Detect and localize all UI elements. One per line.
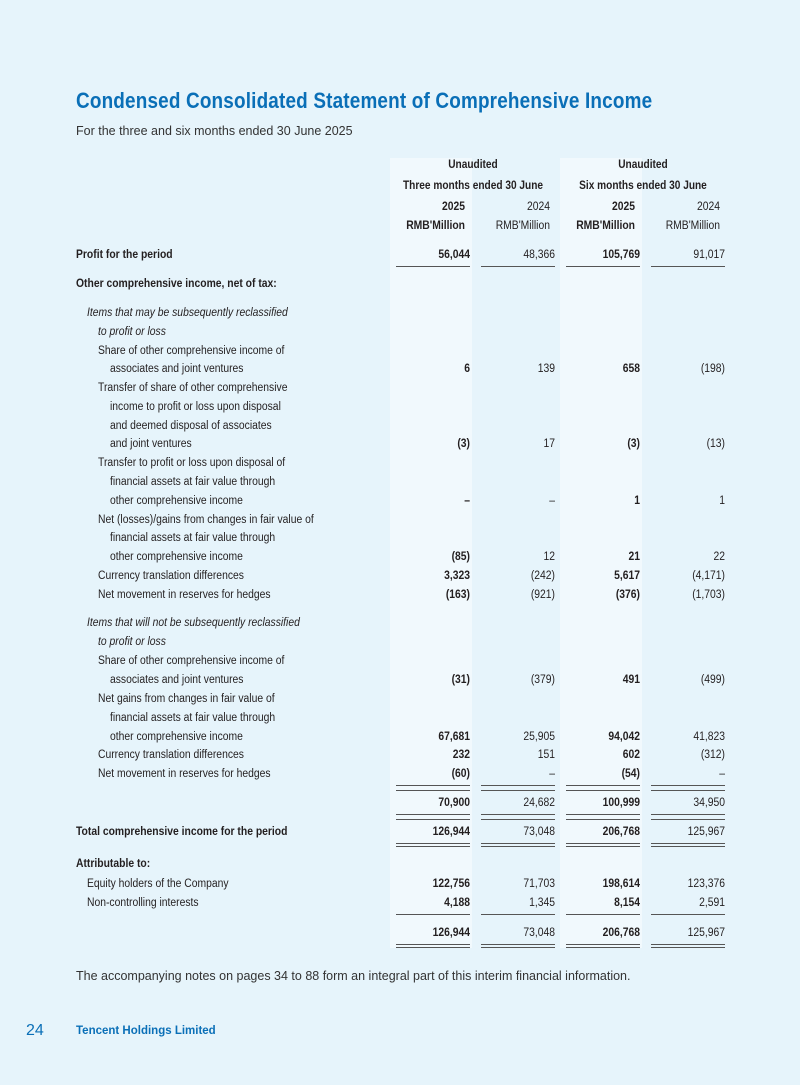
row-label: Net movement in reserves for hedges [98, 768, 271, 780]
rule-line [396, 843, 470, 844]
rule-line [396, 814, 470, 815]
row-value-col1: (60) [451, 768, 470, 780]
row-label: Share of other comprehensive income of [98, 345, 285, 357]
row-value-col2: 151 [537, 749, 555, 761]
row-label: Share of other comprehensive income of [98, 655, 285, 667]
rule-line [396, 819, 470, 820]
header-year-col4: 2024 [696, 201, 720, 213]
row-label: Transfer to profit or loss upon disposal of [98, 457, 286, 469]
row-value-col1: 126,944 [432, 826, 470, 838]
row-label: Items that will not be subsequently reclassified [87, 617, 300, 629]
row-value-col2: 139 [537, 363, 555, 375]
row-value-col4: 91,017 [693, 249, 725, 261]
row-label: associates and joint ventures [110, 674, 244, 686]
row-label: financial assets at fair value through [110, 532, 276, 544]
row-value-col1: 122,756 [432, 878, 470, 890]
row-value-col4: 34,950 [693, 797, 725, 809]
rule-line [566, 843, 640, 844]
row-label: Currency translation differences [98, 570, 244, 582]
row-label: Items that may be subsequently reclassified [87, 307, 288, 319]
rule-line [396, 266, 470, 267]
row-label: Equity holders of the Company [87, 878, 229, 890]
row-value-col1: 67,681 [438, 731, 470, 743]
rule-line [651, 846, 725, 847]
row-value-col3: 94,042 [608, 731, 640, 743]
rule-line [566, 790, 640, 791]
row-value-col3: 198,614 [602, 878, 640, 890]
row-value-col3: (376) [615, 589, 640, 601]
row-value-col3: 491 [622, 674, 640, 686]
row-value-col1: 6 [464, 363, 470, 375]
row-label: financial assets at fair value through [110, 712, 276, 724]
row-value-col4: (198) [700, 363, 725, 375]
row-label: Non-controlling interests [87, 897, 199, 909]
rule-line [481, 266, 555, 267]
row-label: associates and joint ventures [110, 363, 244, 375]
header-unaudited-six-months: Unaudited [618, 159, 668, 171]
rule-line [481, 846, 555, 847]
header-unit-col1: RMB'Million [406, 220, 465, 232]
row-value-col2: 25,905 [523, 731, 555, 743]
row-value-col4: (1,703) [692, 589, 725, 601]
row-value-col3: 206,768 [602, 927, 640, 939]
row-value-col4: (13) [706, 438, 725, 450]
rule-line [396, 944, 470, 945]
header-year-col1: 2025 [441, 201, 465, 213]
rule-line [481, 944, 555, 945]
row-value-col2: (379) [530, 674, 555, 686]
row-value-col4: 2,591 [699, 897, 725, 909]
page-number: 24 [26, 1022, 44, 1039]
row-label: other comprehensive income [110, 551, 243, 563]
row-label: Other comprehensive income, net of tax: [76, 278, 277, 290]
header-year-col3: 2025 [611, 201, 635, 213]
row-value-col1: (31) [451, 674, 470, 686]
rule-line [481, 843, 555, 844]
page-subtitle: For the three and six months ended 30 June 2025 [76, 124, 353, 138]
header-unit-col3: RMB'Million [576, 220, 635, 232]
row-value-col1: 126,944 [432, 927, 470, 939]
row-value-col3: 602 [622, 749, 640, 761]
rule-line [481, 814, 555, 815]
row-value-col4: (4,171) [692, 570, 725, 582]
rule-line [651, 914, 725, 915]
row-value-col2: 73,048 [523, 826, 555, 838]
row-value-col3: 658 [622, 363, 640, 375]
row-value-col1: (163) [445, 589, 470, 601]
row-value-col4: (312) [700, 749, 725, 761]
rule-line [566, 846, 640, 847]
rule-line [396, 947, 470, 948]
row-value-col4: (499) [700, 674, 725, 686]
row-label: financial assets at fair value through [110, 476, 276, 488]
rule-line [481, 914, 555, 915]
row-value-col2: 1,345 [529, 897, 555, 909]
row-value-col3: 8,154 [614, 897, 640, 909]
row-value-col3: 105,769 [602, 249, 640, 261]
row-value-col1: 232 [452, 749, 470, 761]
row-value-col3: 5,617 [614, 570, 640, 582]
row-label: Currency translation differences [98, 749, 244, 761]
rule-line [396, 790, 470, 791]
row-value-col2: 73,048 [523, 927, 555, 939]
header-six-months-period: Six months ended 30 June [579, 180, 707, 192]
row-value-col1: 70,900 [438, 797, 470, 809]
row-value-col2: 48,366 [523, 249, 555, 261]
row-label: to profit or loss [98, 326, 166, 338]
row-label: to profit or loss [98, 636, 166, 648]
row-value-col4: 41,823 [693, 731, 725, 743]
row-value-col2: 17 [543, 438, 555, 450]
rule-line [481, 785, 555, 786]
rule-line [481, 790, 555, 791]
row-label: other comprehensive income [110, 731, 243, 743]
row-value-col2: – [549, 495, 555, 507]
rule-line [396, 846, 470, 847]
rule-line [566, 814, 640, 815]
company-name: Tencent Holdings Limited [76, 1025, 216, 1037]
row-value-col2: 12 [543, 551, 555, 563]
rule-line [651, 843, 725, 844]
row-value-col2: 71,703 [523, 878, 555, 890]
rule-line [481, 947, 555, 948]
row-label: Attributable to: [76, 858, 151, 870]
rule-line [651, 790, 725, 791]
header-three-months-period: Three months ended 30 June [402, 180, 544, 192]
row-value-col3: (3) [627, 438, 640, 450]
row-value-col3: 1 [634, 495, 640, 507]
rule-line [566, 947, 640, 948]
rule-line [651, 814, 725, 815]
row-value-col1: – [464, 495, 470, 507]
row-value-col1: 3,323 [444, 570, 470, 582]
rule-line [566, 944, 640, 945]
row-value-col2: (242) [530, 570, 555, 582]
row-value-col4: 125,967 [687, 826, 725, 838]
rule-line [566, 266, 640, 267]
footer-note: The accompanying notes on pages 34 to 88 form an integral part of this interim financial information. [76, 969, 631, 983]
header-unit-col2: RMB'Million [495, 220, 550, 232]
rule-line [396, 785, 470, 786]
row-label: other comprehensive income [110, 495, 243, 507]
row-value-col4: 123,376 [687, 878, 725, 890]
rule-line [566, 914, 640, 915]
rule-line [481, 819, 555, 820]
rule-line [651, 819, 725, 820]
row-label: income to profit or loss upon disposal [110, 401, 281, 413]
header-unit-col4: RMB'Million [665, 220, 720, 232]
row-label: Transfer of share of other comprehensive [98, 382, 288, 394]
row-value-col2: – [549, 768, 555, 780]
row-value-col1: (85) [451, 551, 470, 563]
rule-line [566, 785, 640, 786]
row-label: Net gains from changes in fair value of [98, 693, 275, 705]
rule-line [651, 785, 725, 786]
row-value-col1: 56,044 [438, 249, 470, 261]
page-title: Condensed Consolidated Statement of Comprehensive Income [76, 88, 653, 113]
row-label: Net movement in reserves for hedges [98, 589, 271, 601]
rule-line [396, 914, 470, 915]
row-label: Total comprehensive income for the period [76, 826, 288, 838]
row-value-col2: 24,682 [523, 797, 555, 809]
row-label: and joint ventures [110, 438, 192, 450]
row-value-col4: 125,967 [687, 927, 725, 939]
rule-line [651, 947, 725, 948]
row-label: and deemed disposal of associates [110, 420, 272, 432]
header-year-col2: 2024 [526, 201, 550, 213]
row-value-col3: 206,768 [602, 826, 640, 838]
row-label: Profit for the period [76, 249, 173, 261]
header-unaudited-three-months: Unaudited [448, 159, 498, 171]
row-label: Net (losses)/gains from changes in fair value of [98, 514, 314, 526]
row-value-col1: (3) [457, 438, 470, 450]
rule-line [651, 944, 725, 945]
row-value-col1: 4,188 [444, 897, 470, 909]
row-value-col3: 21 [628, 551, 640, 563]
row-value-col4: – [719, 768, 725, 780]
row-value-col2: (921) [530, 589, 555, 601]
row-value-col3: 100,999 [602, 797, 640, 809]
row-value-col4: 22 [713, 551, 725, 563]
rule-line [651, 266, 725, 267]
row-value-col4: 1 [719, 495, 725, 507]
row-value-col3: (54) [621, 768, 640, 780]
rule-line [566, 819, 640, 820]
